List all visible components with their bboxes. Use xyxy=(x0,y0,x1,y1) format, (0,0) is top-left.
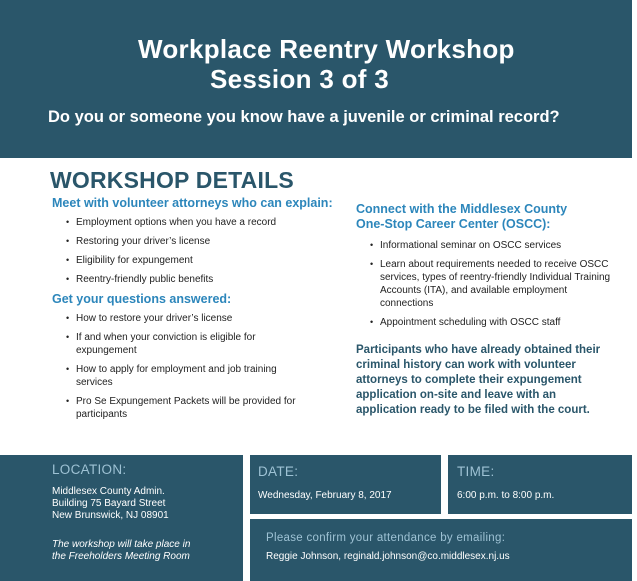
title-line-2: Session 3 of 3 xyxy=(210,64,390,94)
list-item: • Employment options when you have a record xyxy=(52,216,342,229)
list-item: • Reentry-friendly public benefits xyxy=(52,273,342,286)
contact-email-link[interactable]: reginald.johnson@co.middlesex.nj.us xyxy=(343,551,510,562)
time-value: 6:00 p.m. to 8:00 p.m. xyxy=(457,490,555,501)
confirm-panel xyxy=(250,519,632,581)
attorneys-heading: Meet with volunteer attorneys who can explain: xyxy=(52,196,333,210)
location-note xyxy=(52,539,190,563)
list-item: • Restoring your driver’s license xyxy=(52,235,342,248)
list-item: • How to restore your driver’s license xyxy=(52,312,342,325)
questions-heading: Get your questions answered: xyxy=(52,292,232,306)
address-line-2: Building 75 Bayard Street xyxy=(52,498,166,509)
header-question: Do you or someone you know have a juvenile or criminal record? xyxy=(48,108,560,126)
oscc-heading xyxy=(356,202,626,232)
list-item: • Pro Se Expungement Packets will be provided for participants xyxy=(52,395,314,421)
date-label: DATE: xyxy=(258,464,299,479)
location-note-line-1: The workshop will take place in xyxy=(52,539,191,550)
oscc-heading-line-1: Connect with the Middlesex County xyxy=(356,202,568,216)
confirm-label: Please confirm your attendance by emailing: xyxy=(266,532,506,544)
oscc-list xyxy=(356,239,626,329)
date-value: Wednesday, February 8, 2017 xyxy=(258,490,392,501)
list-item: • If and when your conviction is eligible for expungement xyxy=(52,331,292,357)
address-line-3: New Brunswick, NJ 08901 xyxy=(52,510,169,521)
contact-name: Reggie Johnson, xyxy=(266,551,342,562)
workshop-details-title: WORKSHOP DETAILS xyxy=(50,167,294,193)
location-panel xyxy=(0,455,243,581)
location-note-line-2: the Freeholders Meeting Room xyxy=(52,551,190,562)
attorneys-list xyxy=(52,216,342,286)
details-right-column xyxy=(356,202,626,418)
details-left-column xyxy=(52,196,342,427)
header-banner xyxy=(0,0,632,158)
location-label: LOCATION: xyxy=(52,462,127,477)
title-line-1: Workplace Reentry Workshop xyxy=(138,34,515,64)
participants-note: Participants who have already obtained their criminal history can work with volunteer attorneys to complete their expungement application on-site and leave with an application ready to be filed with the court. xyxy=(356,344,601,416)
list-item: • Eligibility for expungement xyxy=(52,254,342,267)
confirm-contact xyxy=(266,551,510,563)
list-item: • Learn about requirements needed to receive OSCC services, types of reentry-friendly Individual Training Accounts (ITA), and available employment connections xyxy=(356,258,618,310)
list-item: • How to apply for employment and job training services xyxy=(52,363,312,389)
list-item: • Appointment scheduling with OSCC staff xyxy=(356,316,626,329)
time-panel xyxy=(448,455,632,514)
time-label: TIME: xyxy=(457,464,495,479)
location-address xyxy=(52,486,169,522)
address-line-1: Middlesex County Admin. xyxy=(52,486,165,497)
oscc-heading-line-2: One-Stop Career Center (OSCC): xyxy=(356,217,551,231)
questions-list xyxy=(52,312,342,421)
list-item: • Informational seminar on OSCC services xyxy=(356,239,626,252)
date-panel xyxy=(250,455,441,514)
